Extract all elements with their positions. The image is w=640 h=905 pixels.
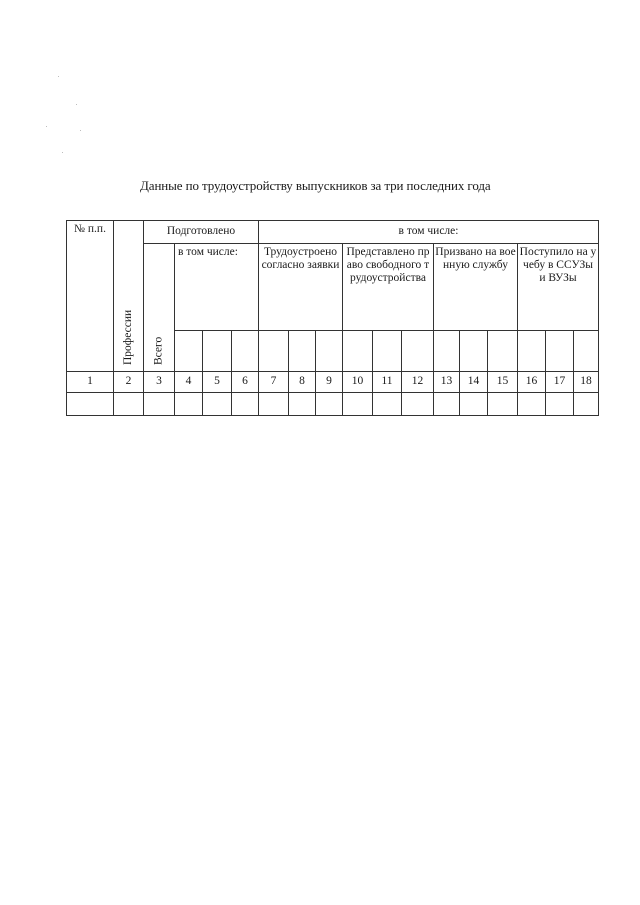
column-number: 6 <box>242 375 248 387</box>
header-including: в том числе: <box>398 225 459 237</box>
column-number: 13 <box>440 375 453 387</box>
document-title: Данные по трудоустройству выпускников за три последних года <box>140 178 491 193</box>
column-number: 10 <box>351 375 364 387</box>
column-number: 17 <box>553 375 566 387</box>
column-number: 9 <box>326 375 332 387</box>
column-number: 16 <box>525 375 538 387</box>
column-number: 14 <box>467 375 480 387</box>
column-number: 1 <box>87 375 93 387</box>
column-number: 5 <box>214 375 220 387</box>
header-prepared: Подготовлено <box>166 225 236 237</box>
column-number: 18 <box>580 375 592 387</box>
column-number: 11 <box>381 375 393 387</box>
table-row <box>67 393 598 415</box>
column-number: 4 <box>185 375 192 387</box>
column-number: 3 <box>156 375 162 387</box>
column-number: 2 <box>125 375 132 387</box>
header-number: № п.п. <box>74 223 106 235</box>
header-military: Призвано на военную службу <box>435 246 516 271</box>
header-free-employment: Представлено право свободного трудоустройства <box>346 246 430 284</box>
column-number: 12 <box>411 375 424 387</box>
header-study: Поступило на учебу в ССУЗы и ВУЗы <box>519 246 597 284</box>
column-number: 7 <box>270 375 277 387</box>
column-number: 8 <box>299 375 305 387</box>
column-number: 15 <box>496 375 509 387</box>
header-professions: Профессии <box>122 309 134 365</box>
header-employed: Трудоустроено согласно заявки <box>261 246 340 271</box>
header-prepared-including: в том числе: <box>178 246 238 258</box>
header-total: Всего <box>152 336 165 365</box>
